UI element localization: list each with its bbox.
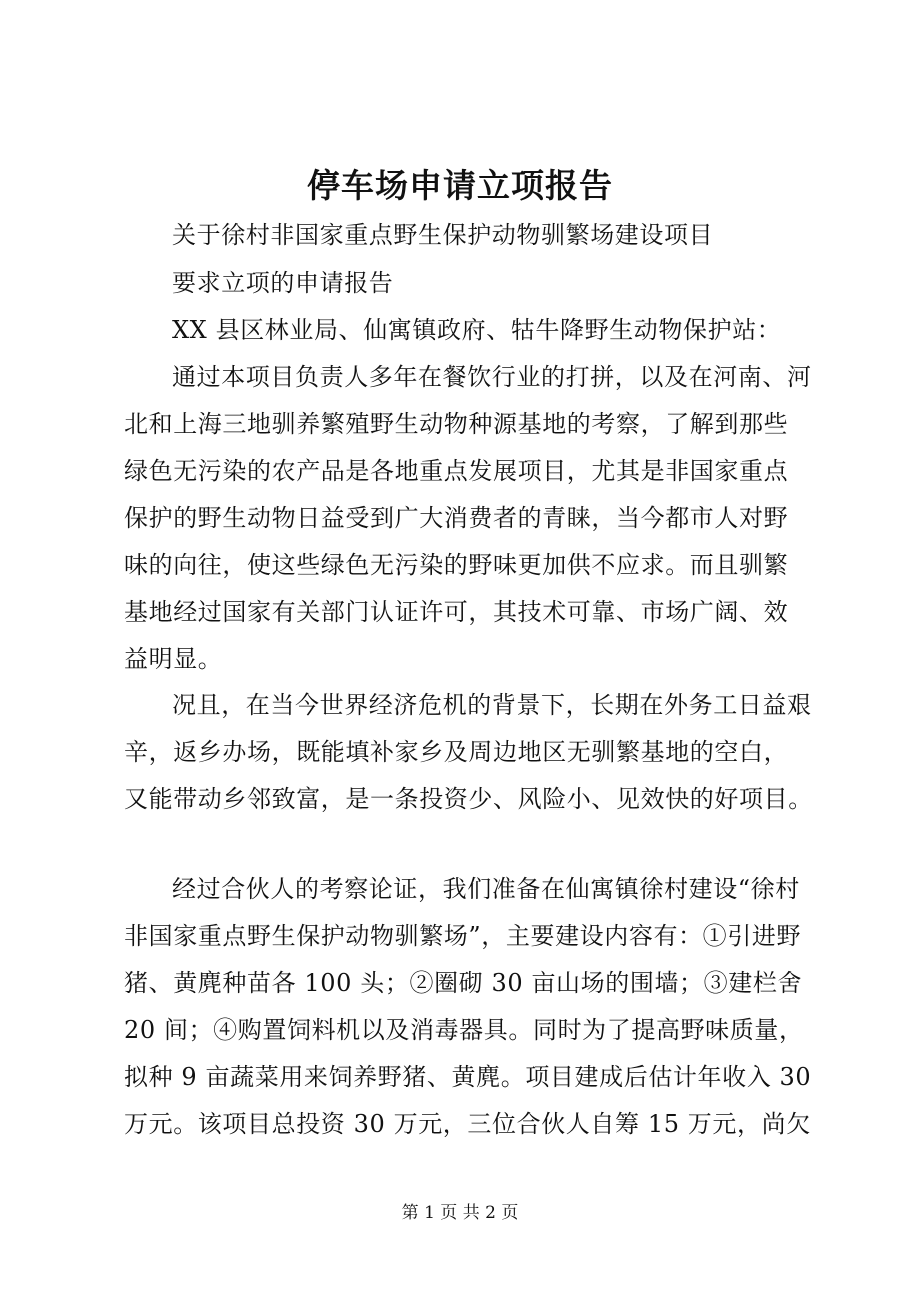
text-line: XX 县区林业局、仙寓镇政府、牯牛降野生动物保护站： <box>172 316 782 344</box>
text-line: 经过合伙人的考察论证，我们准备在仙寓镇徐村建设“徐村 <box>172 875 800 903</box>
text-line: 益明显。 <box>124 645 223 673</box>
text-line: 万元。该项目总投资 30 万元，三位合伙人自筹 15 万元，尚欠 <box>124 1110 811 1138</box>
text-line: 又能带动乡邻致富，是一条投资少、风险小、见效快的好项目。 <box>124 785 813 813</box>
text-line: 拟种 9 亩蔬菜用来饲养野猪、黄麂。项目建成后估计年收入 30 <box>124 1063 812 1091</box>
text-line: 基地经过国家有关部门认证许可，其技术可靠、市场广阔、效 <box>124 598 789 626</box>
text-line: 非国家重点野生保护动物驯繁场”，主要建设内容有：①引进野 <box>124 922 802 950</box>
text-line: 通过本项目负责人多年在餐饮行业的打拼，以及在河南、河 <box>172 363 812 391</box>
text-line: 要求立项的申请报告 <box>172 269 394 297</box>
text-line: 况且，在当今世界经济危机的背景下，长期在外务工日益艰 <box>172 691 812 719</box>
page-number-footer: 第 1 页 共 2 页 <box>401 1203 519 1223</box>
text-line: 保护的野生动物日益受到广大消费者的青睐，当今都市人对野 <box>124 504 789 532</box>
text-line: 味的向往，使这些绿色无污染的野味更加供不应求。而且驯繁 <box>124 551 789 579</box>
text-line: 关于徐村非国家重点野生保护动物驯繁场建设项目 <box>172 221 714 249</box>
document-title: 停车场申请立项报告 <box>307 166 613 205</box>
text-line: 20 间；④购置饲料机以及消毒器具。同时为了提高野味质量， <box>124 1016 804 1044</box>
text-line: 绿色无污染的农产品是各地重点发展项目，尤其是非国家重点 <box>124 457 789 485</box>
text-line: 猪、黄麂种苗各 100 头；②圈砌 30 亩山场的围墙；③建栏舍 <box>124 969 803 997</box>
text-line: 北和上海三地驯养繁殖野生动物种源基地的考察，了解到那些 <box>124 410 789 438</box>
text-line: 辛，返乡办场，既能填补家乡及周边地区无驯繁基地的空白， <box>124 738 789 766</box>
